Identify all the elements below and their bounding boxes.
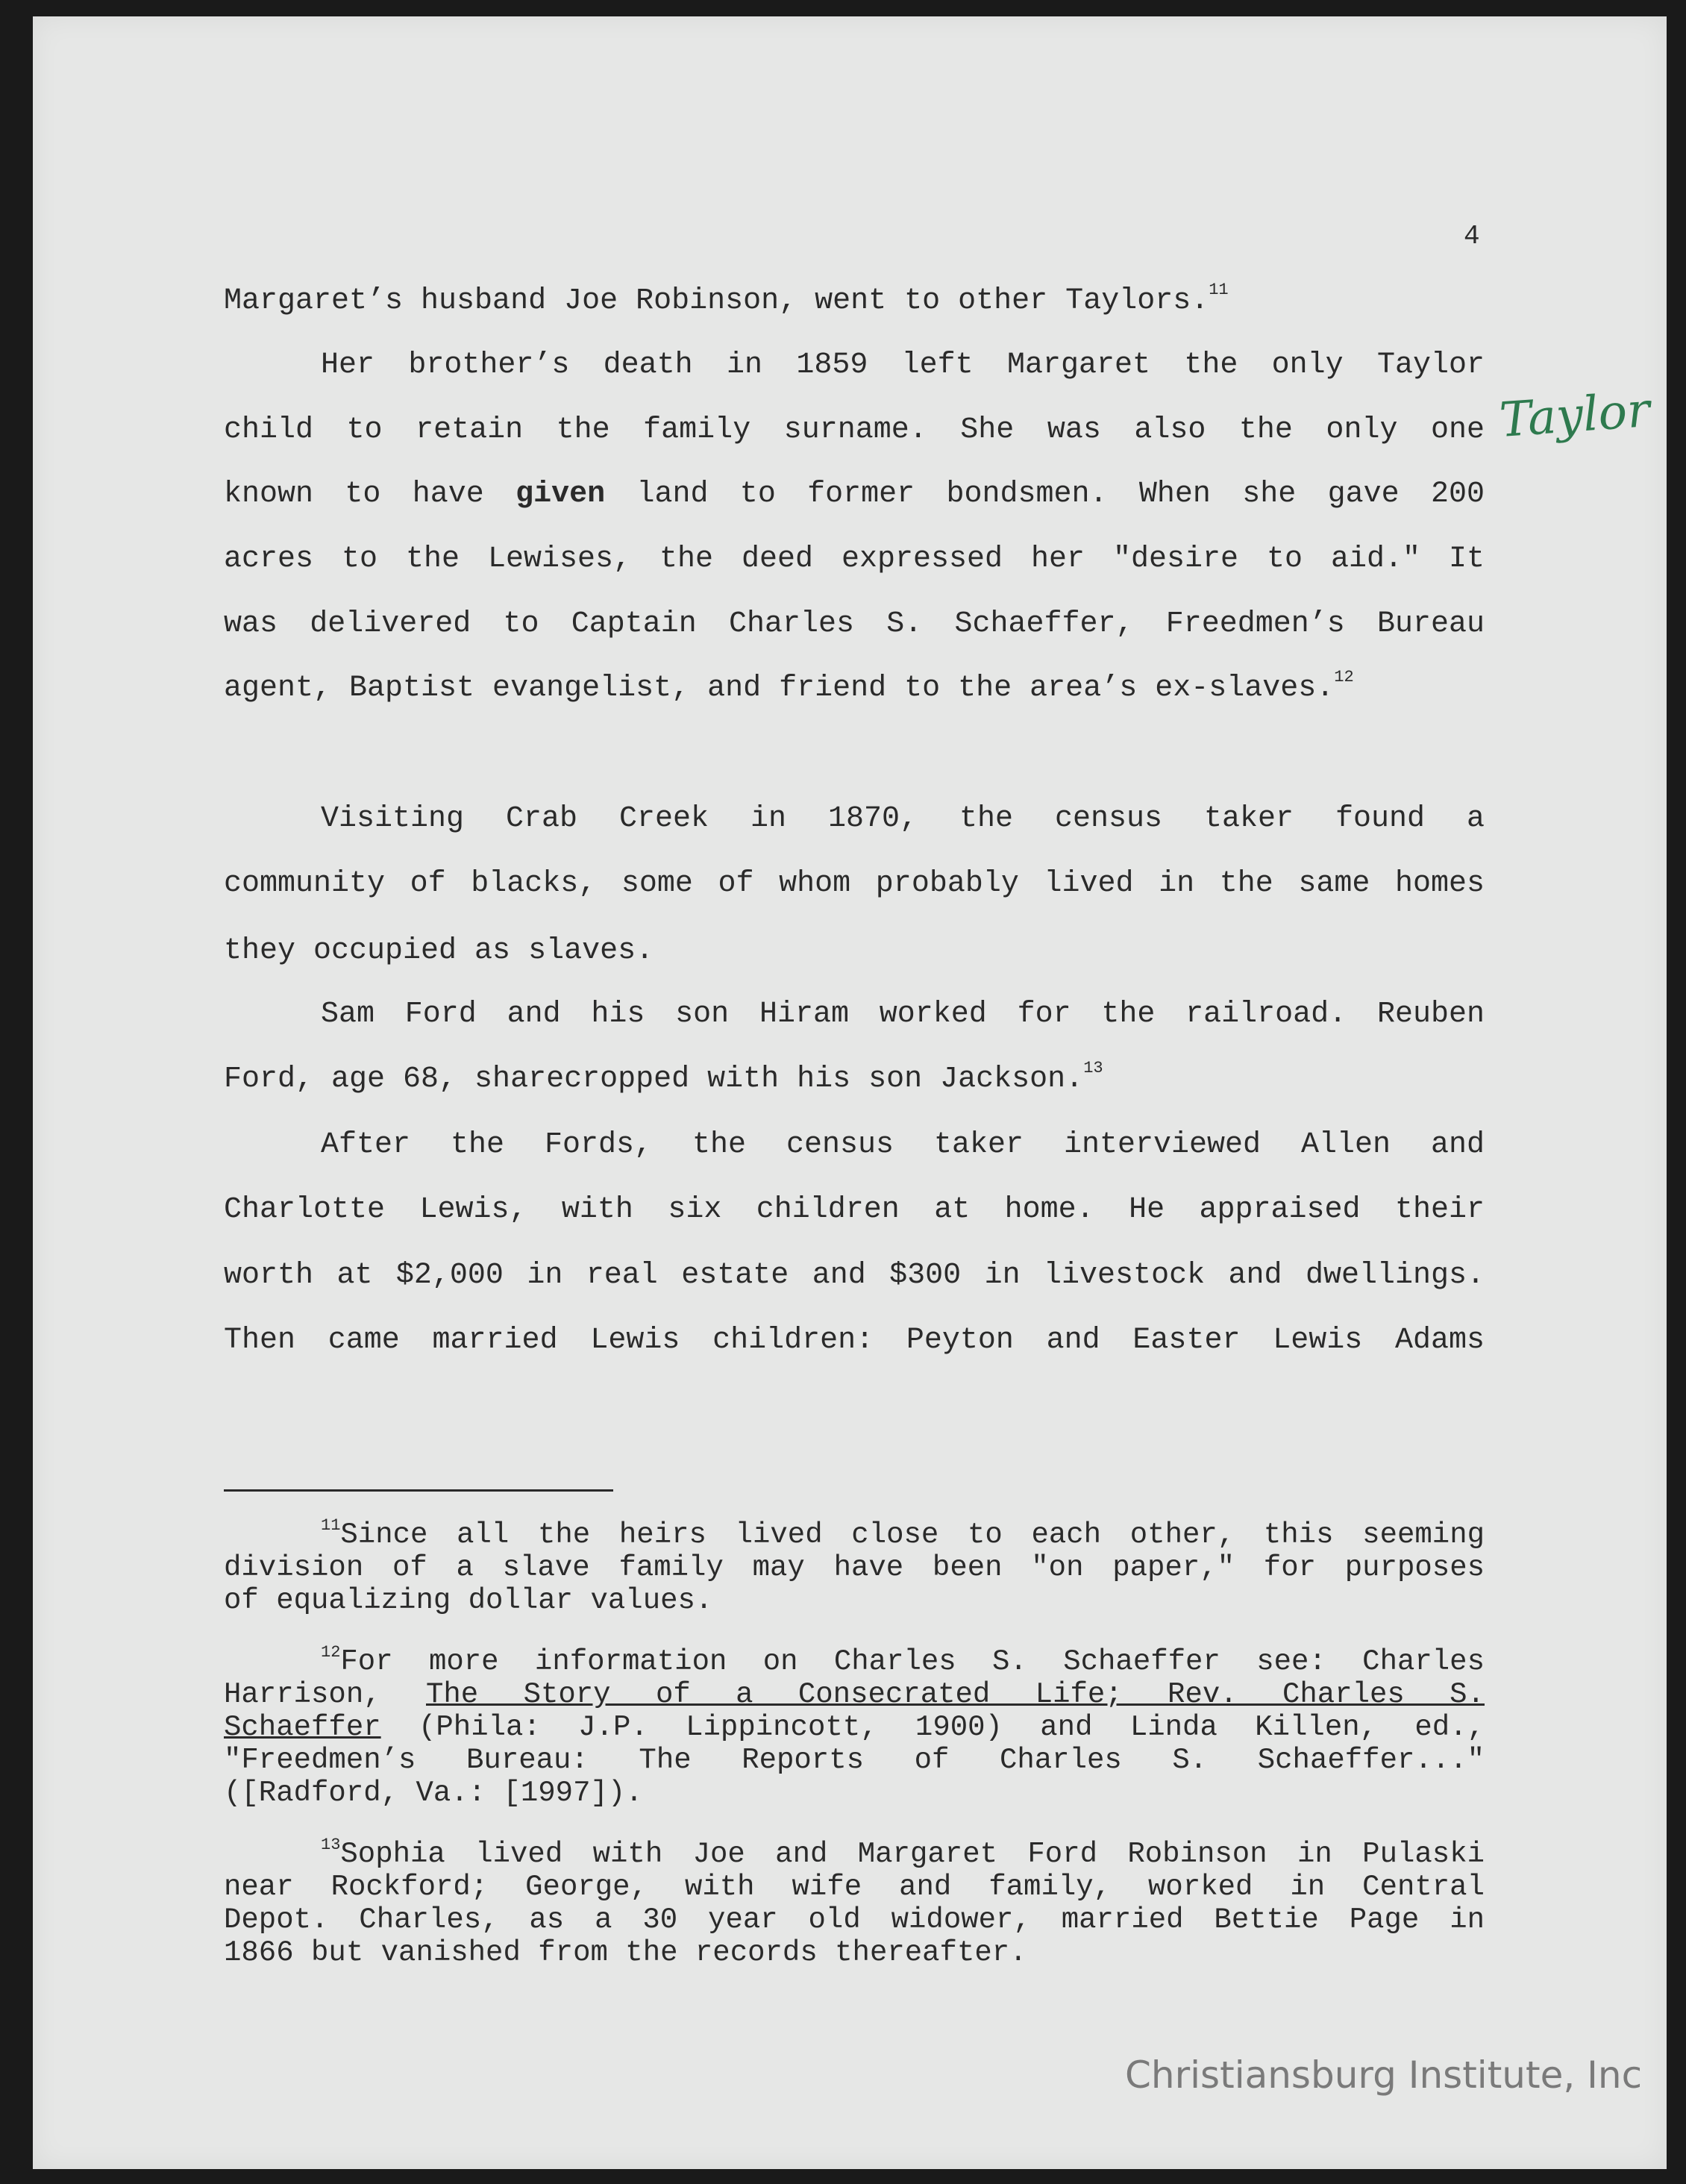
body-line: Ford, age 68, sharecropped with his son Jackson.$^{13}$ xyxy=(224,1059,1103,1096)
footnote-13-line: Depot. Charles, as a 30 year old widower, married Bettie Page in xyxy=(224,1903,1485,1936)
footnote-11-line: of equalizing dollar values. xyxy=(224,1584,713,1617)
book-title: The Story of a Consecrated Life; Rev. Charles S. xyxy=(426,1678,1485,1711)
body-line: Margaret’s husband Joe Robinson, went to other Taylors.$^{11}$ xyxy=(224,281,1229,318)
footnote-ref: 12 xyxy=(1334,668,1354,686)
footnote-13-line: $^{13}$Sophia lived with Joe and Margaret Ford Robinson in Pulaski xyxy=(321,1836,1485,1871)
body-line: they occupied as slaves. xyxy=(224,934,654,968)
footnote-separator xyxy=(224,1489,613,1492)
body-line: Sam Ford and his son Hiram worked for the railroad. Reuben xyxy=(321,998,1485,1031)
body-line: agent, Baptist evangelist, and friend to the area’s ex-slaves.$^{12}$ xyxy=(224,668,1354,705)
book-title-cont: Schaeffer xyxy=(224,1711,381,1744)
footnote-12-line: $^{12}$For more information on Charles S. Schaeffer see: Charles xyxy=(321,1643,1485,1678)
body-line: After the Fords, the census taker interviewed Allen and xyxy=(321,1128,1485,1162)
footnote-13-line: 1866 but vanished from the records thereafter. xyxy=(224,1936,1027,1969)
body-line: Her brother’s death in 1859 left Margaret the only Taylor xyxy=(321,348,1485,382)
emphasis-text: given xyxy=(515,478,606,511)
body-line: acres to the Lewises, the deed expressed her "desire to aid." It xyxy=(224,542,1485,576)
footnote-11-line: $^{11}$Since all the heirs lived close to each other, this seeming xyxy=(321,1516,1485,1551)
body-line: community of blacks, some of whom probably lived in the same homes xyxy=(224,867,1485,901)
body-line: child to retain the family surname. She was also the only one xyxy=(224,413,1485,447)
footnote-12-line: "Freedmen’s Bureau: The Reports of Charles S. Schaeffer..." xyxy=(224,1744,1485,1777)
body-line: Then came married Lewis children: Peyton and Easter Lewis Adams xyxy=(224,1324,1485,1357)
body-line: known to have given land to former bondsmen. When she gave 200 xyxy=(224,478,1485,511)
handwritten-annotation: Taylor xyxy=(1497,383,1652,448)
body-line: Charlotte Lewis, with six children at home. He appraised their xyxy=(224,1193,1485,1227)
footnote-ref: 11 xyxy=(1209,281,1229,299)
footnote-11-line: division of a slave family may have been "on paper," for purposes xyxy=(224,1551,1485,1584)
footnote-12-line: Harrison, The Story of a Consecrated Life; Rev. Charles S. xyxy=(224,1678,1485,1711)
body-line: was delivered to Captain Charles S. Schaeffer, Freedmen’s Bureau xyxy=(224,607,1485,641)
body-line: Visiting Crab Creek in 1870, the census taker found a xyxy=(321,802,1485,836)
body-line: worth at $2,000 in real estate and $300 in livestock and dwellings. xyxy=(224,1259,1485,1292)
watermark: Christiansburg Institute, Inc xyxy=(1125,2053,1643,2097)
footnote-ref: 13 xyxy=(1083,1059,1103,1077)
footnote-12-line: ([Radford, Va.: [1997]). xyxy=(224,1777,643,1809)
page-number: 4 xyxy=(1464,221,1480,251)
footnote-12-line: Schaeffer (Phila: J.P. Lippincott, 1900) and Linda Killen, ed., xyxy=(224,1711,1485,1744)
footnote-13-line: near Rockford; George, with wife and family, worked in Central xyxy=(224,1871,1485,1903)
